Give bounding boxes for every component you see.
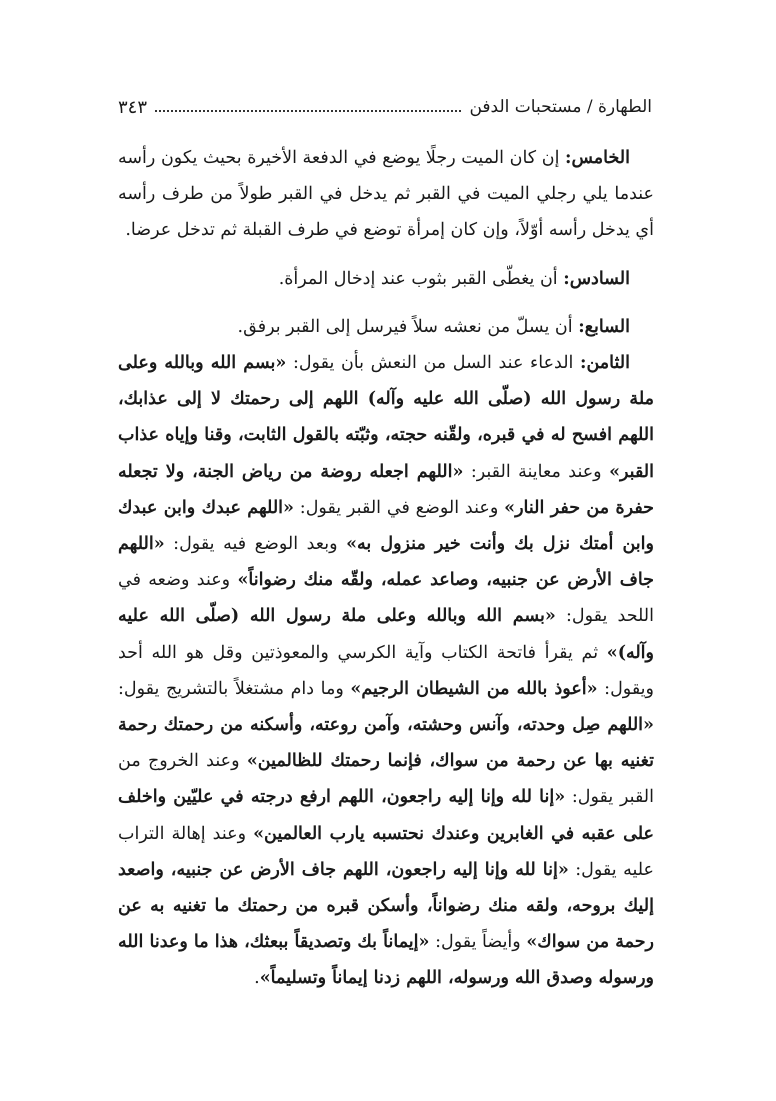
supplication-text: «اللهم عبدك وابن عبدك وابن أمتك نزل بك وأنت خير منزول به» bbox=[118, 497, 654, 555]
plain-text: وأيضاً يقول: bbox=[429, 932, 527, 953]
paragraph-text: أن يسلّ من نعشه سلاً فيرسل إلى القبر برفق. bbox=[237, 316, 579, 337]
supplication-text: «بسم الله وبالله وعلى ملة رسول الله (صلّى الله عليه وآله) اللهم إلى رحمتك لا إلى عذابك، اللهم افسح له في قبره، ولقّنه حجته، وثبّته بالقول الثابت، وقنا وإياه عذاب القبر» bbox=[118, 353, 654, 482]
page-number: ٣٤٣ bbox=[118, 96, 148, 118]
page-body bbox=[118, 140, 654, 997]
supplication-text: «إنا لله وإنا إليه راجعون، اللهم ارفع درجته في عليّين واخلف على عقبه في الغابرين وعندك نحتسبه يارب العالمين» bbox=[118, 787, 654, 844]
plain-text: وعند الوضع في القبر يقول: bbox=[293, 497, 505, 518]
plain-text: وعند إهالة التراب عليه يقول: bbox=[118, 823, 654, 880]
plain-text: الدعاء عند السل من النعش بأن يقول: bbox=[286, 353, 581, 374]
paragraph-text: أن يغطّى القبر بثوب عند إدخال المرأة. bbox=[278, 268, 564, 289]
supplication-text: «إنا لله وإنا إليه راجعون، اللهم جاف الأرض عن جنبيه، واصعد إليك بروحه، ولقه منك رضواناً، وأسكن قبره من رحمتك ما تغنيه به عن رحمة من سواك» bbox=[118, 859, 655, 953]
plain-text: . bbox=[254, 968, 260, 989]
plain-text: وعند الخروج من القبر يقول: bbox=[118, 751, 654, 808]
plain-text: ثم يقرأ فاتحة الكتاب وآية الكرسي والمعوذتين وقل هو الله أحد ويقول: bbox=[118, 642, 655, 699]
paragraph-eighth bbox=[118, 345, 654, 997]
dot-leader bbox=[155, 110, 461, 112]
item-label: السابع: bbox=[578, 316, 630, 337]
paragraph-fifth bbox=[118, 140, 654, 249]
item-label: الثامن: bbox=[580, 353, 630, 374]
plain-text: وعند وضعه في اللحد يقول: bbox=[118, 570, 654, 627]
plain-text: وبعد الوضع فيه يقول: bbox=[164, 534, 347, 555]
plain-text: وما دام مشتغلاً بالتشريج يقول: bbox=[118, 678, 351, 699]
paragraph-sixth bbox=[118, 261, 654, 297]
supplication-text: «أعوذ بالله من الشيطان الرجيم» bbox=[350, 678, 598, 699]
paragraph-seventh bbox=[118, 309, 654, 345]
supplication-text: «إيماناً بك وتصديقاً ببعثك، هذا ما وعدنا الله ورسوله وصدق الله ورسوله، اللهم زدنا إيماناً وتسليماً» bbox=[118, 932, 654, 989]
plain-text: وعند معاينة القبر: bbox=[463, 461, 610, 482]
supplication-text: «اللهم صِل وحدته، وآنس وحشته، وآمن روعته، وأسكنه من رحمتك رحمة تغنيه بها عن رحمة من سواك، فإنما رحمتك للظالمين» bbox=[118, 715, 655, 772]
item-label: الخامس: bbox=[565, 148, 630, 168]
item-label: السادس: bbox=[563, 268, 630, 289]
supplication-text: «اللهم اجعله روضة من رياض الجنة، ولا تجعله حفرة من حفر النار» bbox=[118, 461, 654, 518]
running-header bbox=[118, 92, 652, 122]
header-title: الطهارة / مستحبات الدفن bbox=[469, 97, 652, 117]
supplication-text: «اللهم جاف الأرض عن جنبيه، وصاعد عمله، ولقّه منك رضواناً» bbox=[118, 534, 654, 591]
supplication-text: «بسم الله وبالله وعلى ملة رسول الله (صلّى الله عليه وآله)» bbox=[118, 606, 654, 663]
paragraph-text: إن كان الميت رجلًا يوضع في الدفعة الأخيرة بحيث يكون رأسه عندما يلي رجلي الميت في القبر ثم يدخل في القبر طولاً من طرف رأسه أي يدخل رأسه أوّلاً، وإن كان إمرأة توضع في طرف القبلة ثم تدخل عرضا. bbox=[118, 148, 654, 241]
